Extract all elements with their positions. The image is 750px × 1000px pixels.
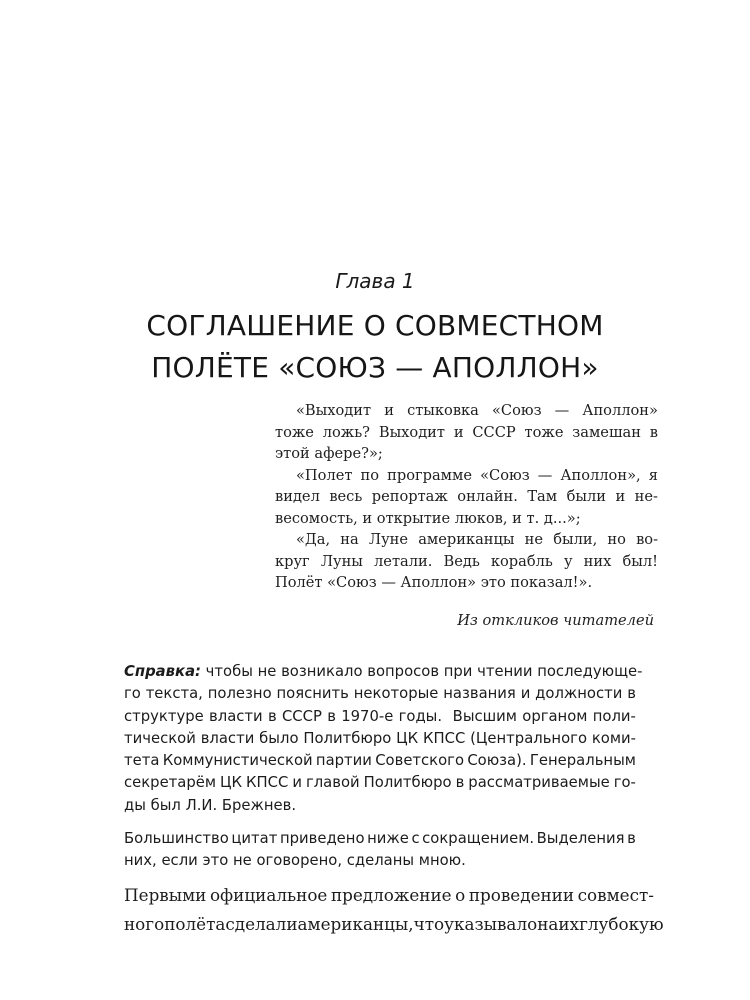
epigraph-line bbox=[275, 551, 658, 573]
word: я bbox=[648, 466, 658, 484]
word: весь bbox=[329, 488, 363, 505]
word: в bbox=[455, 774, 465, 792]
note-line-text: чтобы не возникало вопросов при чтении последующе- bbox=[200, 663, 643, 680]
word: Большинство bbox=[124, 830, 229, 847]
word: рассматриваемые bbox=[468, 774, 610, 792]
word: были, bbox=[553, 531, 598, 548]
word: Политбюро bbox=[303, 729, 392, 747]
word: в bbox=[327, 707, 336, 725]
word: главой bbox=[305, 774, 360, 792]
word: сделали bbox=[225, 914, 298, 934]
word: Луне bbox=[368, 531, 409, 548]
word: «Полет bbox=[296, 466, 353, 484]
word: и bbox=[453, 423, 464, 441]
word: в bbox=[267, 707, 277, 725]
word: цитат bbox=[231, 830, 278, 847]
note-line bbox=[124, 828, 636, 850]
word: Выделения bbox=[536, 830, 625, 847]
chapter-title-line: СОГЛАШЕНИЕ О СОВМЕСТНОМ bbox=[146, 309, 604, 342]
word: «Выходит bbox=[296, 402, 372, 419]
word: репортаж bbox=[371, 488, 448, 505]
note-line bbox=[124, 661, 643, 683]
word: Выходит bbox=[378, 423, 445, 441]
word: ложь? bbox=[322, 423, 371, 441]
word: онлайн. bbox=[457, 488, 518, 505]
note-line: них, если это не оговорено, сделаны мною. bbox=[124, 852, 466, 870]
word: и bbox=[292, 774, 302, 792]
note-line bbox=[124, 728, 636, 750]
word: власти bbox=[209, 707, 263, 725]
epigraph-line: этой афере?»; bbox=[275, 445, 383, 462]
word: го- bbox=[613, 774, 636, 792]
word: тета bbox=[124, 752, 160, 770]
word: ниже bbox=[367, 830, 409, 847]
word: но bbox=[607, 531, 626, 548]
word: глубокую bbox=[579, 914, 664, 934]
word: должности bbox=[535, 685, 623, 703]
word: 1970-е bbox=[341, 707, 394, 725]
word: власти bbox=[200, 729, 255, 747]
word: на bbox=[537, 914, 559, 934]
word: СССР bbox=[472, 423, 516, 441]
word: в bbox=[627, 830, 636, 847]
word: Советского bbox=[375, 752, 465, 770]
word: программе bbox=[387, 466, 473, 484]
epigraph-line bbox=[275, 422, 658, 444]
word: сокращением. bbox=[422, 830, 535, 847]
word: официальное bbox=[209, 885, 328, 905]
epigraph-source: Из откликов читателей bbox=[457, 612, 654, 629]
chapter-title-line: ПОЛЁТЕ «СОЮЗ — АПОЛЛОН» bbox=[151, 351, 599, 384]
note-line bbox=[124, 683, 636, 705]
epigraph-line bbox=[275, 486, 658, 508]
word: «Союз bbox=[480, 466, 530, 484]
word: по bbox=[360, 466, 380, 484]
word: предложение bbox=[330, 885, 452, 905]
word: названия bbox=[443, 685, 516, 703]
word: на bbox=[340, 531, 359, 548]
word: проведении bbox=[468, 885, 575, 905]
note-line bbox=[124, 772, 636, 794]
word: Первыми bbox=[124, 885, 207, 905]
word: видел bbox=[275, 488, 320, 505]
word: американцы, bbox=[297, 914, 414, 934]
word: летали. bbox=[374, 552, 433, 570]
word: о bbox=[455, 885, 466, 905]
word: в bbox=[649, 423, 658, 441]
word: коми- bbox=[591, 729, 636, 747]
body-line bbox=[124, 910, 664, 939]
word: Ведь bbox=[443, 552, 480, 570]
word: го bbox=[124, 685, 141, 703]
word: стыковка bbox=[407, 402, 479, 419]
note-line bbox=[124, 706, 636, 728]
word: во- bbox=[636, 531, 658, 548]
word: и bbox=[615, 488, 626, 505]
word: и bbox=[520, 685, 531, 703]
word: тоже bbox=[524, 423, 564, 441]
word: секретарём bbox=[124, 774, 217, 792]
word: Аполлон» bbox=[582, 402, 658, 419]
word: совмест- bbox=[577, 885, 654, 905]
word: Союза). bbox=[467, 752, 527, 770]
word: Высшим bbox=[452, 707, 517, 725]
epigraph-line bbox=[275, 529, 658, 551]
word: в bbox=[627, 685, 636, 703]
epigraph-line bbox=[275, 400, 658, 422]
word: (Центрального bbox=[470, 729, 587, 747]
note-line: ды был Л.И. Брежнев. bbox=[124, 796, 297, 814]
word: годы. bbox=[398, 707, 443, 725]
epigraph-line bbox=[275, 465, 658, 487]
word: Политбюро bbox=[363, 774, 452, 792]
chapter-label: Глава 1 bbox=[335, 269, 415, 293]
word: не bbox=[524, 531, 544, 548]
word: СССР bbox=[281, 707, 322, 725]
word: партии bbox=[315, 752, 372, 770]
word: Аполлон», bbox=[560, 466, 641, 484]
quotes-note bbox=[124, 828, 636, 873]
word: что bbox=[413, 914, 445, 934]
word: КПСС bbox=[422, 729, 466, 747]
word: некоторые bbox=[353, 685, 439, 703]
word: них bbox=[583, 552, 612, 570]
word: замешан bbox=[572, 423, 641, 441]
word: пояснить bbox=[276, 685, 349, 703]
word: текста, bbox=[145, 685, 203, 703]
word: полёта bbox=[164, 914, 226, 934]
word: органом bbox=[522, 707, 588, 725]
word: и bbox=[384, 402, 394, 419]
word: тической bbox=[124, 729, 196, 747]
word: приведено bbox=[279, 830, 365, 847]
chapter-title bbox=[0, 305, 750, 389]
word: Коммунистической bbox=[162, 752, 313, 770]
word: поли- bbox=[592, 707, 636, 725]
note-lead: Справка: bbox=[124, 663, 201, 680]
word: полезно bbox=[207, 685, 272, 703]
word: ЦК bbox=[396, 729, 419, 747]
word: корабль bbox=[490, 552, 553, 570]
word: тоже bbox=[275, 423, 314, 441]
epigraph bbox=[275, 400, 658, 594]
word: были bbox=[566, 488, 606, 505]
word: Луны bbox=[320, 552, 363, 570]
word: Там bbox=[527, 488, 558, 505]
word: ЦК bbox=[220, 774, 243, 792]
word: КПСС bbox=[246, 774, 289, 792]
word: ного bbox=[124, 914, 165, 934]
word: американцы bbox=[418, 531, 515, 548]
word: — bbox=[554, 402, 570, 419]
note-line bbox=[124, 750, 636, 772]
epigraph-line: весомость, и открытие люков, и т. д...»; bbox=[275, 509, 581, 527]
word: с bbox=[411, 830, 420, 847]
word: у bbox=[563, 552, 573, 570]
word: Генеральным bbox=[529, 752, 636, 770]
word: круг bbox=[275, 552, 310, 570]
body-paragraph bbox=[124, 881, 664, 939]
word: «Да, bbox=[296, 531, 331, 548]
reference-note bbox=[124, 661, 643, 817]
word: было bbox=[259, 729, 299, 747]
word: был! bbox=[622, 552, 658, 570]
word: указывало bbox=[444, 914, 538, 934]
word: их bbox=[558, 914, 580, 934]
word: — bbox=[537, 466, 553, 484]
word: не- bbox=[634, 488, 658, 505]
epigraph-line: Полёт «Союз — Аполлон» это показал!». bbox=[275, 574, 593, 591]
word: «Союз bbox=[492, 402, 542, 419]
body-line bbox=[124, 881, 654, 910]
word: структуре bbox=[124, 707, 204, 725]
